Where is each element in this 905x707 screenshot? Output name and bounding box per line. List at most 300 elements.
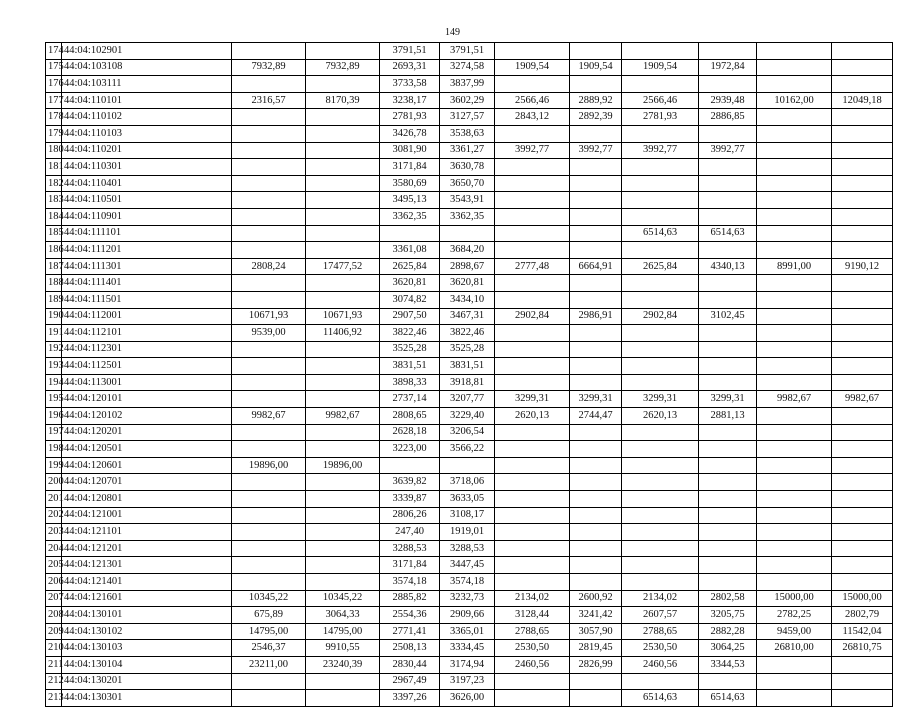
value-cell: 2808,24 [232,258,306,275]
value-cell: 3837,99 [440,76,495,93]
value-cell [832,142,893,159]
table-row [46,275,893,292]
value-cell [232,125,306,142]
value-cell: 3241,42 [570,607,622,624]
value-cell [570,441,622,458]
value-cell: 3274,58 [440,59,495,76]
value-cell: 2788,65 [495,623,570,640]
value-cell: 3299,31 [570,391,622,408]
value-cell [757,192,832,209]
row-number-cell: 198 [46,441,62,458]
value-cell [622,208,699,225]
value-cell [232,491,306,508]
value-cell: 1919,01 [440,524,495,541]
row-number-cell: 186 [46,242,62,259]
table-row [46,656,893,673]
table-row [46,175,893,192]
value-cell: 2546,37 [232,640,306,657]
cadastral-code-cell: 44:04:111501 [62,291,232,308]
value-cell: 2808,65 [380,408,440,425]
value-cell: 3602,29 [440,92,495,109]
value-cell: 2819,45 [570,640,622,657]
value-cell: 3525,28 [380,341,440,358]
value-cell [570,374,622,391]
value-cell [306,557,380,574]
value-cell: 23240,39 [306,656,380,673]
table-row [46,225,893,242]
value-cell [495,690,570,707]
value-cell: 2777,48 [495,258,570,275]
value-cell [232,391,306,408]
value-cell [570,225,622,242]
value-cell [570,208,622,225]
cadastral-code-cell: 44:04:113001 [62,374,232,391]
value-cell: 2843,12 [495,109,570,126]
cadastral-code-cell: 44:04:110103 [62,125,232,142]
value-cell [757,424,832,441]
cadastral-value-table [45,42,893,707]
value-cell [495,242,570,259]
value-cell: 3207,77 [440,391,495,408]
value-cell [757,275,832,292]
value-cell: 3992,77 [699,142,757,159]
value-cell: 2830,44 [380,656,440,673]
table-row [46,92,893,109]
value-cell [832,159,893,176]
value-cell: 3339,87 [380,491,440,508]
value-cell [757,358,832,375]
row-number-cell: 206 [46,574,62,591]
value-cell: 2460,56 [622,656,699,673]
value-cell: 2566,46 [495,92,570,109]
value-cell [306,43,380,60]
value-cell [306,275,380,292]
value-cell [570,175,622,192]
value-cell: 9459,00 [757,623,832,640]
value-cell [232,358,306,375]
value-cell: 14795,00 [232,623,306,640]
value-cell [232,374,306,391]
value-cell: 3205,75 [699,607,757,624]
value-cell [757,673,832,690]
row-number-cell: 183 [46,192,62,209]
value-cell [495,225,570,242]
value-cell [232,76,306,93]
row-number-cell: 177 [46,92,62,109]
row-number-cell: 176 [46,76,62,93]
row-number-cell: 185 [46,225,62,242]
value-cell [622,441,699,458]
cadastral-code-cell: 44:04:112301 [62,341,232,358]
value-cell [306,540,380,557]
value-cell [699,540,757,557]
value-cell: 9982,67 [232,408,306,425]
value-cell [306,673,380,690]
table-row [46,673,893,690]
cadastral-code-cell: 44:04:112101 [62,325,232,342]
value-cell [622,424,699,441]
cadastral-code-cell: 44:04:130301 [62,690,232,707]
value-cell: 3992,77 [570,142,622,159]
value-cell [622,374,699,391]
value-cell: 1909,54 [495,59,570,76]
row-number-cell: 199 [46,457,62,474]
value-cell: 2902,84 [495,308,570,325]
value-cell [570,291,622,308]
table-row [46,540,893,557]
value-cell [570,159,622,176]
value-cell [699,275,757,292]
value-cell: 3538,63 [440,125,495,142]
value-cell [757,491,832,508]
value-cell [622,275,699,292]
value-cell [757,557,832,574]
value-cell: 3344,53 [699,656,757,673]
row-number-cell: 208 [46,607,62,624]
value-cell: 6514,63 [699,690,757,707]
value-cell: 3171,84 [380,557,440,574]
value-cell: 3238,17 [380,92,440,109]
value-cell [757,574,832,591]
value-cell [832,225,893,242]
value-cell: 2530,50 [495,640,570,657]
value-cell: 3620,81 [440,275,495,292]
page-number: 149 [445,27,460,38]
value-cell: 1972,84 [699,59,757,76]
value-cell [757,242,832,259]
value-cell [232,242,306,259]
value-cell [306,474,380,491]
value-cell: 2316,57 [232,92,306,109]
value-cell [306,125,380,142]
row-number-cell: 202 [46,507,62,524]
value-cell [495,673,570,690]
value-cell [832,125,893,142]
table-row [46,291,893,308]
value-cell: 3898,33 [380,374,440,391]
row-number-cell: 197 [46,424,62,441]
value-cell: 3620,81 [380,275,440,292]
value-cell: 8170,39 [306,92,380,109]
value-cell [757,291,832,308]
value-cell: 2802,79 [832,607,893,624]
value-cell: 3128,44 [495,607,570,624]
value-cell [699,341,757,358]
value-cell: 3064,33 [306,607,380,624]
value-cell [832,374,893,391]
cadastral-code-cell: 44:04:120701 [62,474,232,491]
cadastral-code-cell: 44:04:112001 [62,308,232,325]
value-cell [306,690,380,707]
value-cell: 3171,84 [380,159,440,176]
cadastral-code-cell: 44:04:111101 [62,225,232,242]
table-row [46,125,893,142]
value-cell [699,374,757,391]
value-cell: 6664,91 [570,258,622,275]
value-cell [306,358,380,375]
cadastral-code-cell: 44:04:121601 [62,590,232,607]
value-cell [495,540,570,557]
value-cell [832,192,893,209]
row-number-cell: 195 [46,391,62,408]
table-row [46,441,893,458]
table-row [46,325,893,342]
value-cell: 10671,93 [306,308,380,325]
row-number-cell: 213 [46,690,62,707]
row-number-cell: 179 [46,125,62,142]
value-cell [495,424,570,441]
value-cell [832,656,893,673]
value-cell: 2625,84 [622,258,699,275]
value-cell: 2802,58 [699,590,757,607]
value-cell [232,690,306,707]
table-row [46,607,893,624]
row-number-cell: 211 [46,656,62,673]
cadastral-code-cell: 44:04:110501 [62,192,232,209]
value-cell: 3362,35 [440,208,495,225]
value-cell: 2625,84 [380,258,440,275]
cadastral-code-cell: 44:04:112501 [62,358,232,375]
value-cell [495,175,570,192]
value-cell [757,341,832,358]
cadastral-code-cell: 44:04:111401 [62,275,232,292]
cadastral-code-cell: 44:04:110401 [62,175,232,192]
value-cell: 3174,94 [440,656,495,673]
cadastral-code-cell: 44:04:103108 [62,59,232,76]
value-cell: 9910,55 [306,640,380,657]
value-cell: 3791,51 [380,43,440,60]
value-cell: 2530,50 [622,640,699,657]
cadastral-code-cell: 44:04:130103 [62,640,232,657]
cadastral-code-cell: 44:04:110101 [62,92,232,109]
value-cell [495,275,570,292]
value-cell: 2898,67 [440,258,495,275]
value-cell [832,524,893,541]
table-row [46,192,893,209]
value-cell [495,125,570,142]
value-cell [757,408,832,425]
cadastral-code-cell: 44:04:130104 [62,656,232,673]
value-cell [699,208,757,225]
value-cell: 3992,77 [622,142,699,159]
value-cell [232,109,306,126]
value-cell: 12049,18 [832,92,893,109]
cadastral-code-cell: 44:04:121001 [62,507,232,524]
value-cell [622,76,699,93]
value-cell: 3223,00 [380,441,440,458]
row-number-cell: 196 [46,408,62,425]
value-cell [570,325,622,342]
value-cell [699,491,757,508]
value-cell: 3831,51 [380,358,440,375]
value-cell [306,76,380,93]
cadastral-code-cell: 44:04:121101 [62,524,232,541]
value-cell [699,441,757,458]
value-cell [757,457,832,474]
value-cell: 2744,47 [570,408,622,425]
value-cell [495,192,570,209]
value-cell [440,225,495,242]
value-cell [832,43,893,60]
value-cell: 2939,48 [699,92,757,109]
value-cell [232,524,306,541]
value-cell [832,408,893,425]
value-cell: 3574,18 [380,574,440,591]
value-cell: 3299,31 [699,391,757,408]
value-cell [757,109,832,126]
row-number-cell: 189 [46,291,62,308]
value-cell: 2788,65 [622,623,699,640]
value-cell [832,557,893,574]
value-cell: 3362,35 [380,208,440,225]
table-row [46,524,893,541]
value-cell [232,159,306,176]
value-cell [699,424,757,441]
value-cell [440,457,495,474]
value-cell [699,291,757,308]
value-cell [622,358,699,375]
value-cell: 2781,93 [380,109,440,126]
value-cell [495,491,570,508]
value-cell [622,291,699,308]
value-cell [757,325,832,342]
value-cell [232,175,306,192]
value-cell: 17477,52 [306,258,380,275]
value-cell [495,457,570,474]
value-cell [757,540,832,557]
value-cell: 3426,78 [380,125,440,142]
value-cell [699,242,757,259]
value-cell [232,540,306,557]
value-cell [232,192,306,209]
value-cell: 9982,67 [757,391,832,408]
value-cell [832,673,893,690]
table-row [46,59,893,76]
table-row [46,142,893,159]
cadastral-code-cell: 44:04:120101 [62,391,232,408]
value-cell [570,491,622,508]
cadastral-code-cell: 44:04:121201 [62,540,232,557]
value-cell [622,557,699,574]
table-row [46,424,893,441]
value-cell [757,524,832,541]
value-cell [495,208,570,225]
value-cell [570,524,622,541]
value-cell [495,291,570,308]
value-cell [622,325,699,342]
value-cell [306,291,380,308]
value-cell: 6514,63 [699,225,757,242]
value-cell [232,208,306,225]
value-cell [699,358,757,375]
value-cell: 2460,56 [495,656,570,673]
value-cell: 3229,40 [440,408,495,425]
cadastral-code-cell: 44:04:130102 [62,623,232,640]
value-cell [232,341,306,358]
value-cell [495,159,570,176]
value-cell [832,574,893,591]
table-row [46,574,893,591]
value-cell: 3831,51 [440,358,495,375]
value-cell [306,192,380,209]
value-cell: 2620,13 [495,408,570,425]
value-cell: 1909,54 [622,59,699,76]
value-cell [699,125,757,142]
value-cell: 3334,45 [440,640,495,657]
value-cell [832,474,893,491]
value-cell [306,142,380,159]
table-body [46,43,893,707]
value-cell [570,690,622,707]
cadastral-code-cell: 44:04:102901 [62,43,232,60]
cadastral-code-cell: 44:04:110301 [62,159,232,176]
value-cell [306,507,380,524]
value-cell [757,656,832,673]
value-cell [622,507,699,524]
value-cell: 10345,22 [232,590,306,607]
value-cell: 3447,45 [440,557,495,574]
value-cell: 3566,22 [440,441,495,458]
value-cell: 19896,00 [306,457,380,474]
value-cell [380,225,440,242]
value-cell [699,159,757,176]
value-cell [380,457,440,474]
value-cell [757,43,832,60]
value-cell [832,507,893,524]
cadastral-code-cell: 44:04:120601 [62,457,232,474]
value-cell [495,524,570,541]
value-cell [232,557,306,574]
cadastral-code-cell: 44:04:121401 [62,574,232,591]
table-row [46,474,893,491]
value-cell [757,76,832,93]
value-cell [832,540,893,557]
cadastral-code-cell: 44:04:120102 [62,408,232,425]
value-cell: 3108,17 [440,507,495,524]
value-cell: 3232,73 [440,590,495,607]
value-cell: 3733,58 [380,76,440,93]
table-row [46,76,893,93]
value-cell [232,225,306,242]
value-cell [306,208,380,225]
value-cell [570,540,622,557]
table-row [46,341,893,358]
value-cell [699,457,757,474]
row-number-cell: 210 [46,640,62,657]
value-cell [495,76,570,93]
value-cell [306,391,380,408]
value-cell: 23211,00 [232,656,306,673]
value-cell [495,43,570,60]
value-cell: 9982,67 [832,391,893,408]
value-cell: 3633,05 [440,491,495,508]
row-number-cell: 209 [46,623,62,640]
table-row [46,208,893,225]
value-cell [306,374,380,391]
value-cell [832,325,893,342]
value-cell [306,574,380,591]
value-cell [232,673,306,690]
table-row [46,43,893,60]
row-number-cell: 193 [46,358,62,375]
value-cell [832,175,893,192]
value-cell: 15000,00 [832,590,893,607]
value-cell [232,275,306,292]
value-cell [306,109,380,126]
value-cell [699,43,757,60]
value-cell [306,424,380,441]
value-cell: 2882,28 [699,623,757,640]
